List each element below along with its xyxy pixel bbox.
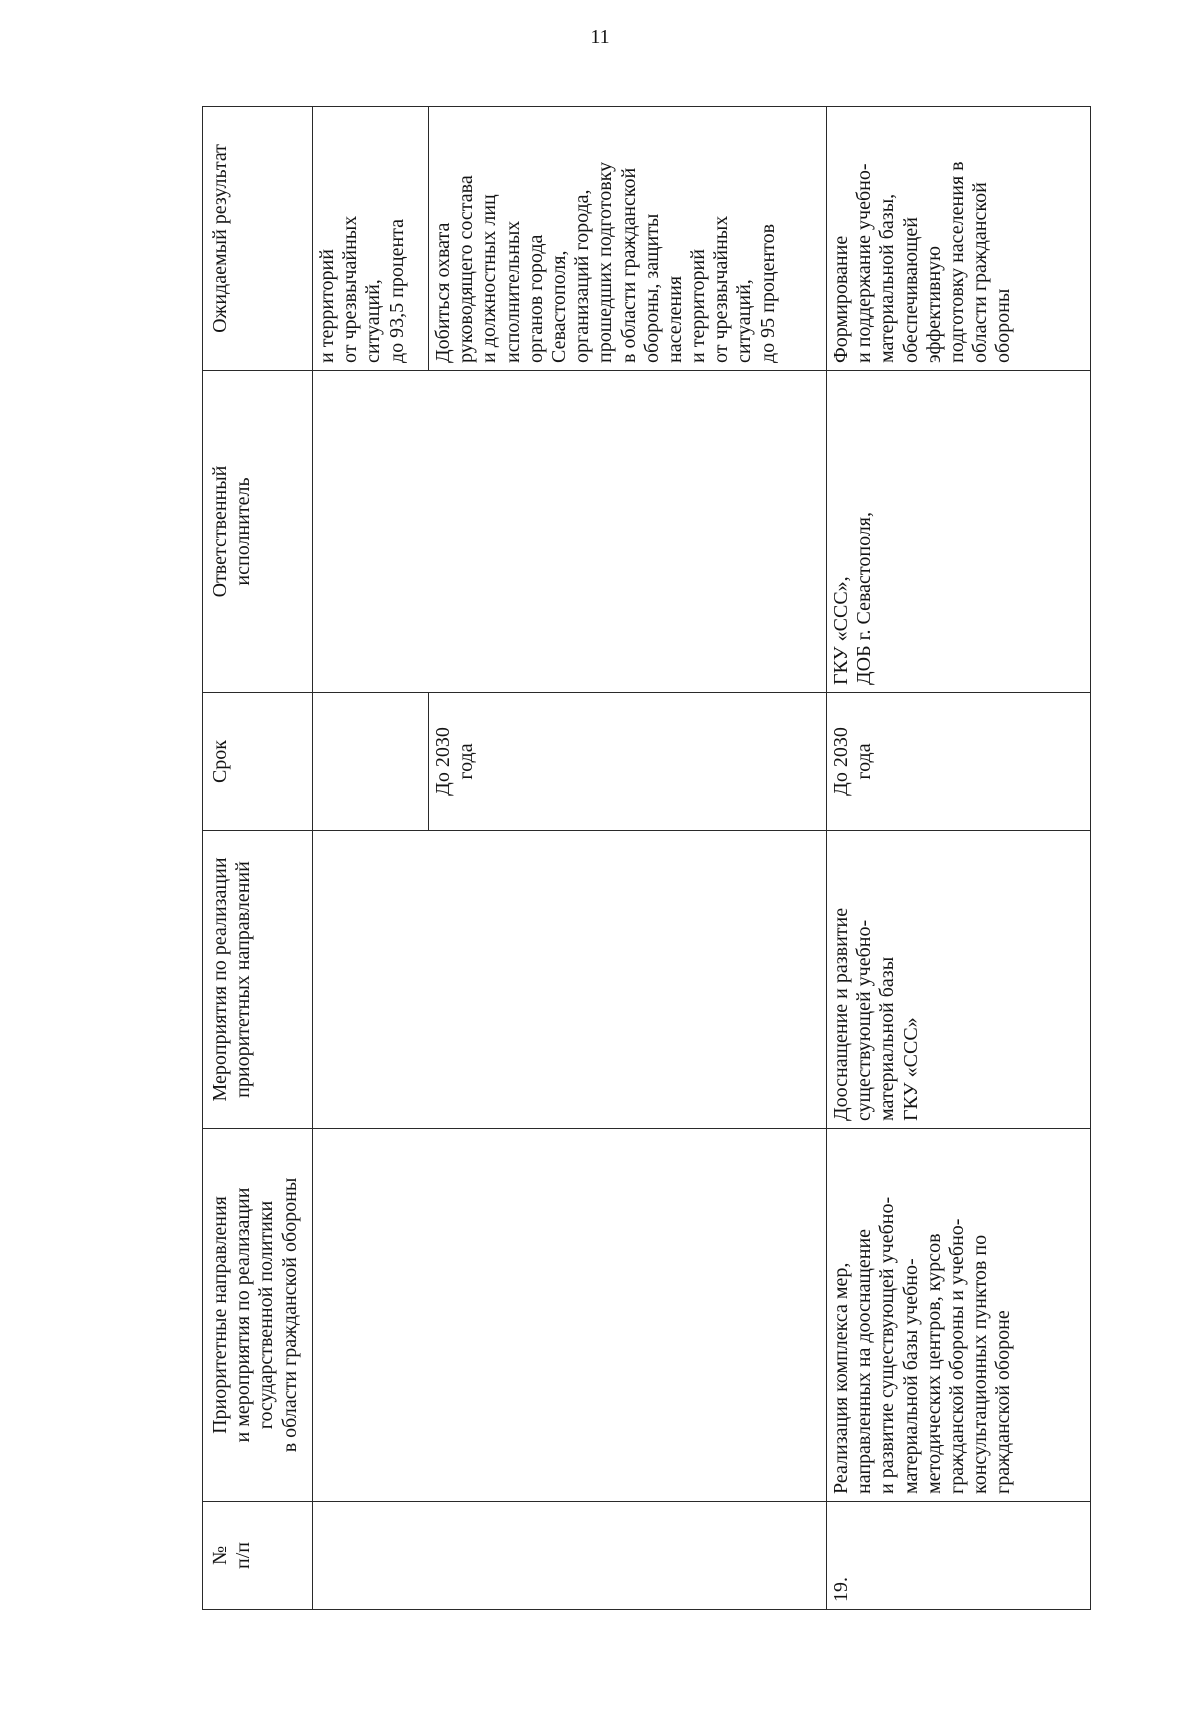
header-num: № п/п	[203, 1502, 313, 1610]
page-number: 11	[590, 26, 610, 48]
table-stage	[202, 107, 1200, 1602]
continuation-deadline-cell-2: До 2030 года	[429, 693, 827, 831]
row19-deadline: До 2030 года	[827, 693, 1091, 831]
header-row	[203, 107, 313, 1610]
continuation-deadline-cell-1	[313, 693, 429, 831]
header-deadline: Срок	[203, 693, 313, 831]
header-direction: Приоритетные направления и мероприятия по реализации государственной политики в области гражданской обороны	[203, 1129, 313, 1502]
continuation-result-cell-1: и территорий от чрезвычайных ситуаций, до 93,5 процента	[313, 107, 429, 371]
row19-num: 19.	[827, 1502, 1091, 1610]
continuation-direction-cell	[313, 1129, 827, 1502]
table-row-19	[827, 107, 1091, 1610]
continuation-responsible-cell	[313, 371, 827, 693]
continuation-measures-cell	[313, 831, 827, 1129]
row19-result: Формирование и поддержание учебно- материальной базы, обеспечивающей эффективную подготовку населения в области гражданской обороны	[827, 107, 1091, 371]
row19-responsible: ГКУ «ССС», ДОБ г. Севастополя,	[827, 371, 1091, 693]
header-responsible: Ответственный исполнитель	[203, 371, 313, 693]
header-result: Ожидаемый результат	[203, 107, 313, 371]
civil-defense-measures-table	[202, 106, 1091, 1610]
row19-direction: Реализация комплекса мер, направленных на дооснащение и развитие существующей учебно- материальной базы учебно- методических центров, курсов гражданской обороны и учебно- консультационных пунктов по гражданской обороне	[827, 1129, 1091, 1502]
continuation-result-cell-2: Добиться охвата руководящего состава и должностных лиц исполнительных органов города Севастополя, организаций города, прошедших подготовку в области гражданской обороны, защиты населения и территорий от чрезвычайных ситуаций, до 95 процентов	[429, 107, 827, 371]
continuation-row-part1	[313, 107, 429, 1610]
continuation-num-cell	[313, 1502, 827, 1610]
header-measures: Мероприятия по реализации приоритетных направлений	[203, 831, 313, 1129]
row19-measures: Дооснащение и развитие существующей учебно- материальной базы ГКУ «ССС»	[827, 831, 1091, 1129]
